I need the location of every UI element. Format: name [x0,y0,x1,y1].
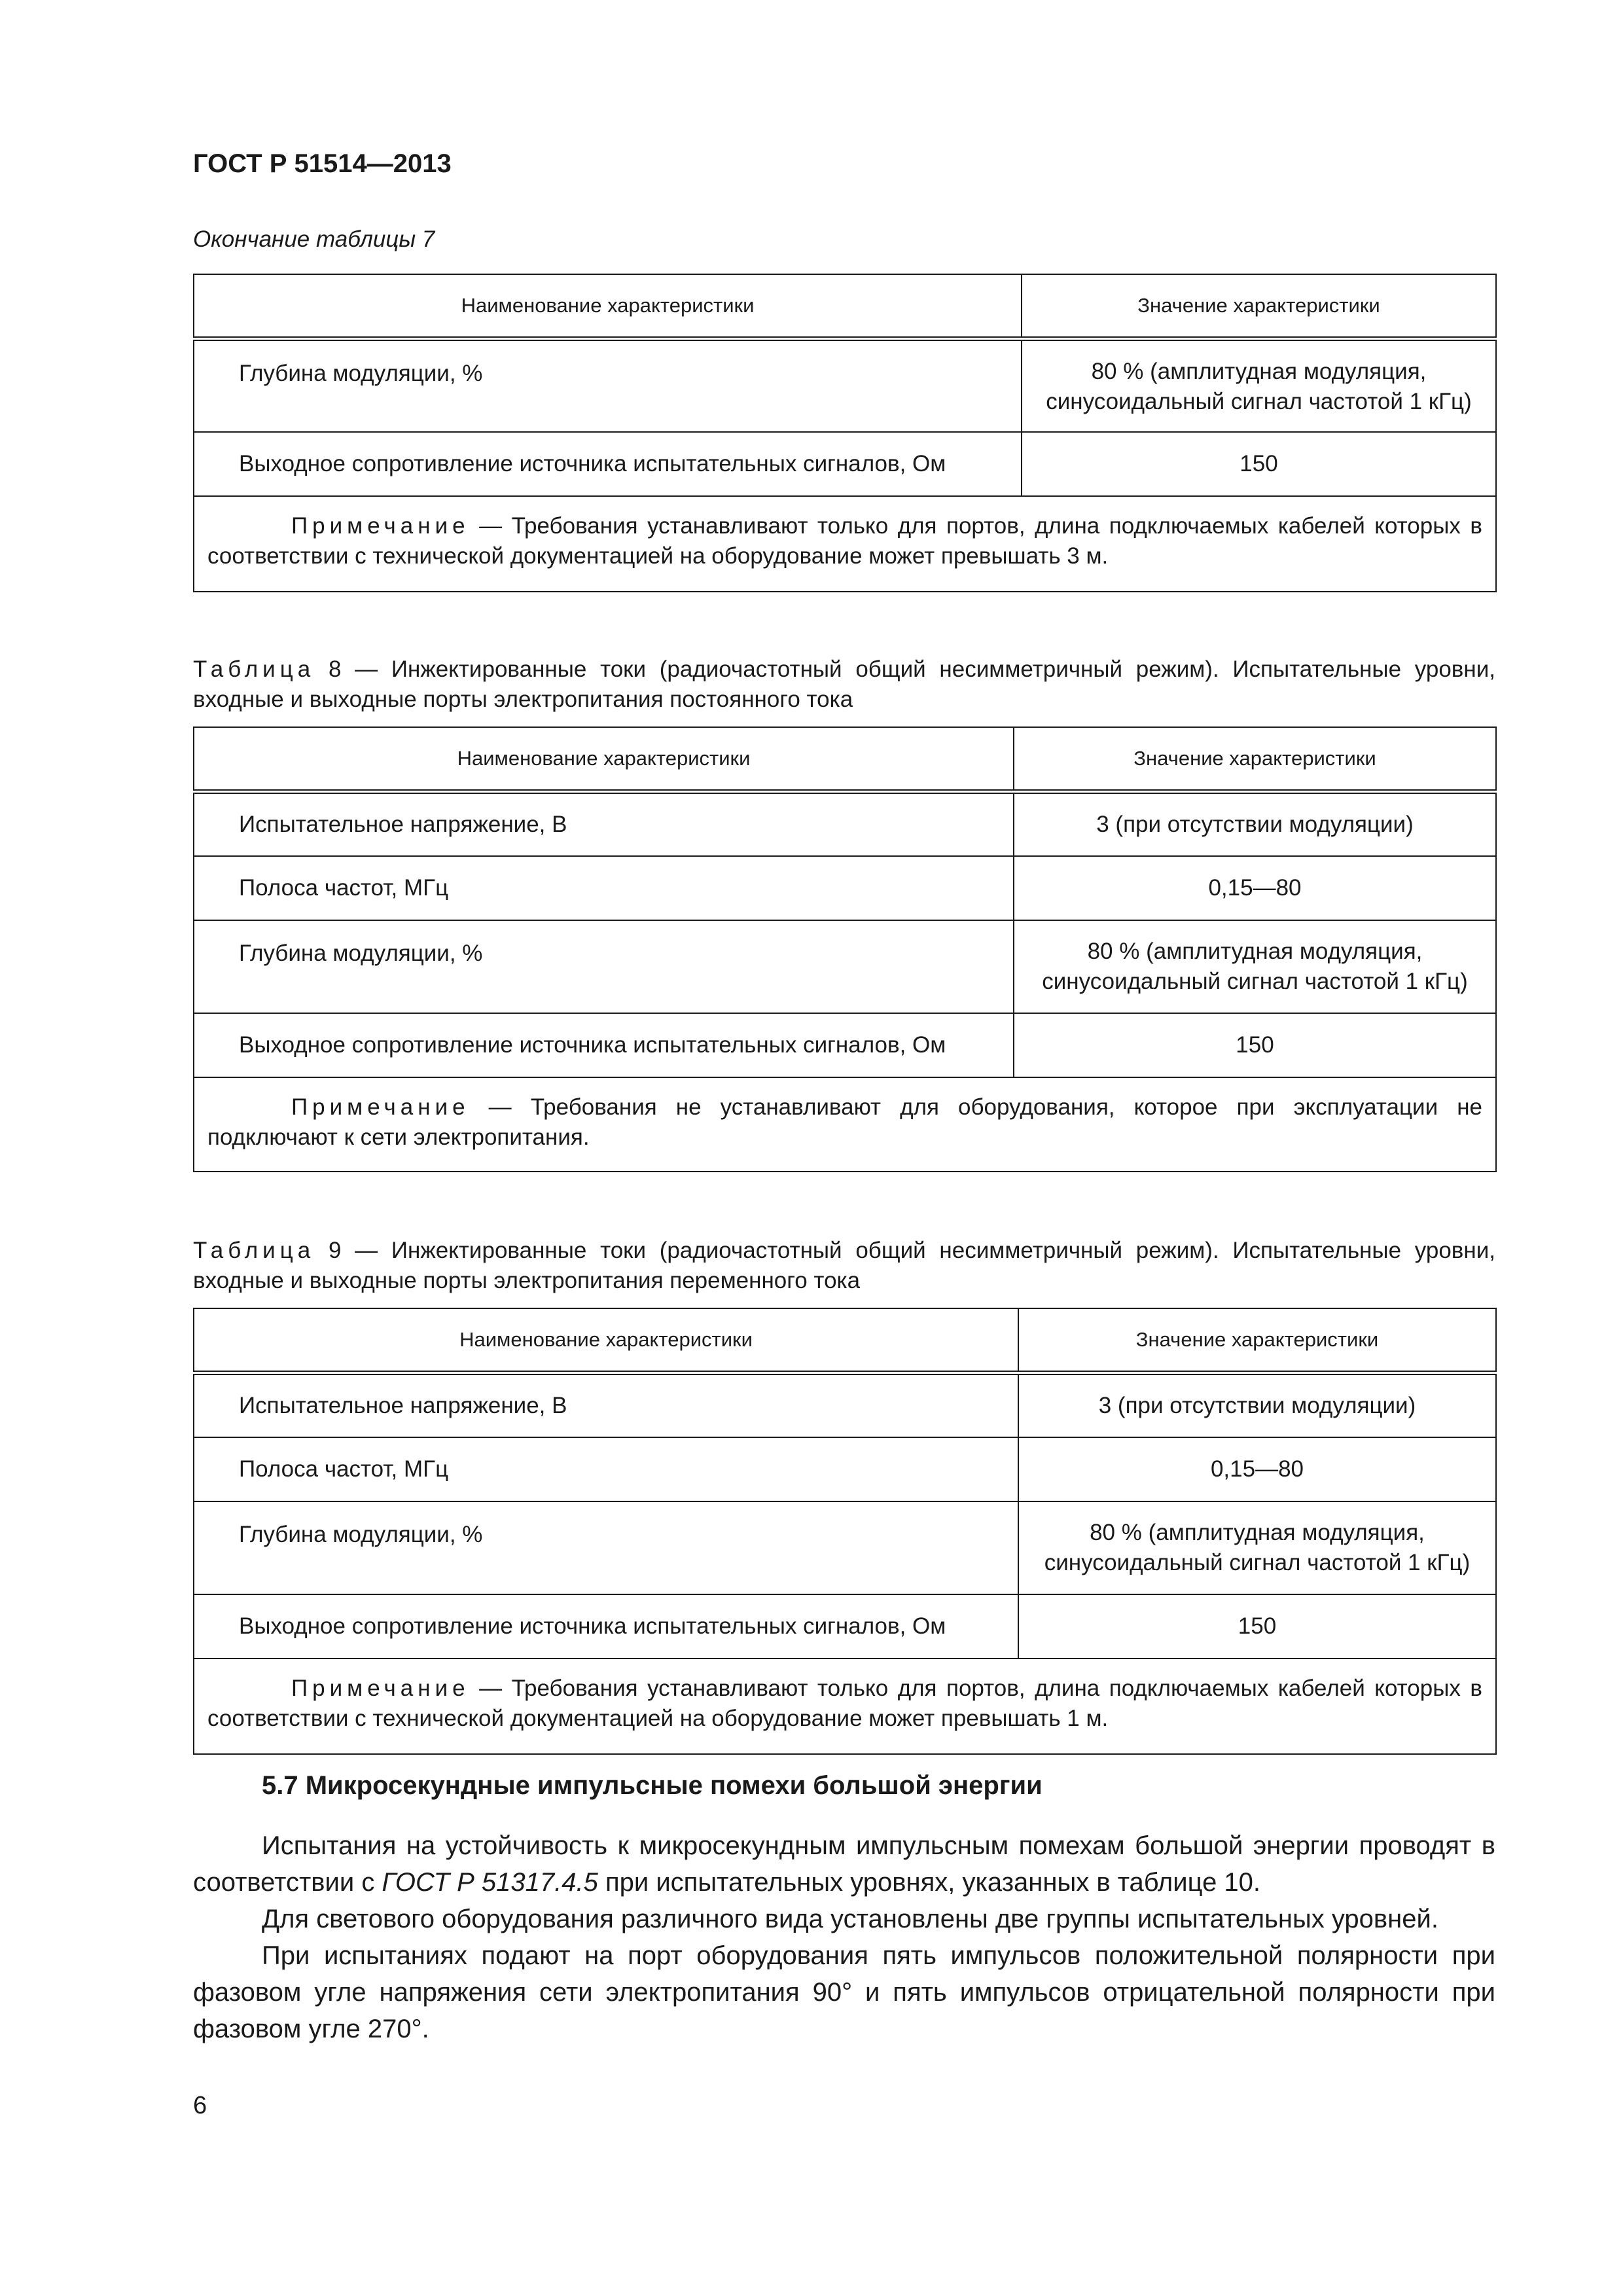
row-name: Полоса частот, МГц [194,1437,1018,1501]
standard-reference: ГОСТ Р 51317.4.5 [382,1868,598,1897]
row-name: Испытательное напряжение, В [194,792,1014,856]
table-8-caption: Таблица 8 — Инжектированные токи (радиочастотный общий несимметричный режим). Испытательные уровни, входные и выходные порты электропитания постоянного тока [193,656,1495,712]
paragraph-3: При испытаниях подают на порт оборудования пять импульсов положительной полярности при фазовом угле напряжения сети электропитания 90° и пять импульсов отрицательной полярности при фазовом угле 270°. [193,1941,1495,2043]
row-name: Глубина модуляции, % [194,1501,1018,1594]
column-header-value: Значение характеристики [1022,274,1496,339]
table-continuation-caption: Окончание таблицы 7 [193,226,435,252]
row-name: Выходное сопротивление источника испытательных сигналов, Ом [194,432,1022,496]
table-note: Примечание — Требования не устанавливают для оборудования, которое при эксплуатации не подключают к сети электропитания. [194,1077,1496,1172]
row-value: 3 (при отсутствии модуляции) [1014,792,1496,856]
page-number: 6 [193,2092,207,2119]
table-row [194,1594,1496,1659]
row-value: 80 % (амплитудная модуляция, синусоидальный сигнал частотой 1 кГц) [1022,339,1496,432]
table-note-row [194,496,1496,592]
row-value: 0,15—80 [1018,1437,1496,1501]
row-name: Выходное сопротивление источника испытательных сигналов, Ом [194,1594,1018,1659]
row-value: 150 [1018,1594,1496,1659]
row-name: Полоса частот, МГц [194,856,1014,920]
table-row [194,1013,1496,1077]
paragraph-1: Испытания на устойчивость к микросекундным импульсным помехам большой энергии проводят в соответствии с ГОСТ Р 51317.4.5 при испытательных уровнях, указанных в таблице 10. [193,1831,1495,1897]
table-note-row [194,1659,1496,1754]
table-9 [193,1308,1497,1755]
row-name: Глубина модуляции, % [194,920,1014,1013]
table-row [194,856,1496,920]
table-7 [193,274,1497,592]
row-name: Испытательное напряжение, В [194,1373,1018,1437]
column-header-name: Наименование характеристики [194,274,1022,339]
row-value: 3 (при отсутствии модуляции) [1018,1373,1496,1437]
row-value: 150 [1014,1013,1496,1077]
row-value: 80 % (амплитудная модуляция, синусоидальный сигнал частотой 1 кГц) [1018,1501,1496,1594]
table-note: Примечание — Требования устанавливают только для портов, длина подключаемых кабелей которых в соответствии с технической документацией на оборудование может превышать 1 м. [194,1659,1496,1754]
table-row [194,1501,1496,1594]
row-name: Глубина модуляции, % [194,339,1022,432]
table-row [194,432,1496,496]
row-value: 0,15—80 [1014,856,1496,920]
table-row [194,792,1496,856]
table-row [194,920,1496,1013]
table-8 [193,726,1497,1172]
table-note-row [194,1077,1496,1172]
column-header-value: Значение характеристики [1018,1308,1496,1373]
table-row [194,1373,1496,1437]
table-row [194,1437,1496,1501]
table-row [194,339,1496,432]
row-value: 80 % (амплитудная модуляция, синусоидальный сигнал частотой 1 кГц) [1014,920,1496,1013]
row-value: 150 [1022,432,1496,496]
row-name: Выходное сопротивление источника испытательных сигналов, Ом [194,1013,1014,1077]
section-title: 5.7 Микросекундные импульсные помехи большой энергии [262,1771,1043,1800]
table-note: Примечание — Требования устанавливают только для портов, длина подключаемых кабелей которых в соответствии с технической документацией на оборудование может превышать 3 м. [194,496,1496,592]
column-header-name: Наименование характеристики [194,727,1014,792]
paragraph-2: Для светового оборудования различного вида установлены две группы испытательных уровней. [262,1905,1438,1933]
table-9-caption: Таблица 9 — Инжектированные токи (радиочастотный общий несимметричный режим). Испытательные уровни, входные и выходные порты электропитания переменного тока [193,1238,1495,1293]
column-header-name: Наименование характеристики [194,1308,1018,1373]
column-header-value: Значение характеристики [1014,727,1496,792]
document-code: ГОСТ Р 51514—2013 [193,149,452,178]
